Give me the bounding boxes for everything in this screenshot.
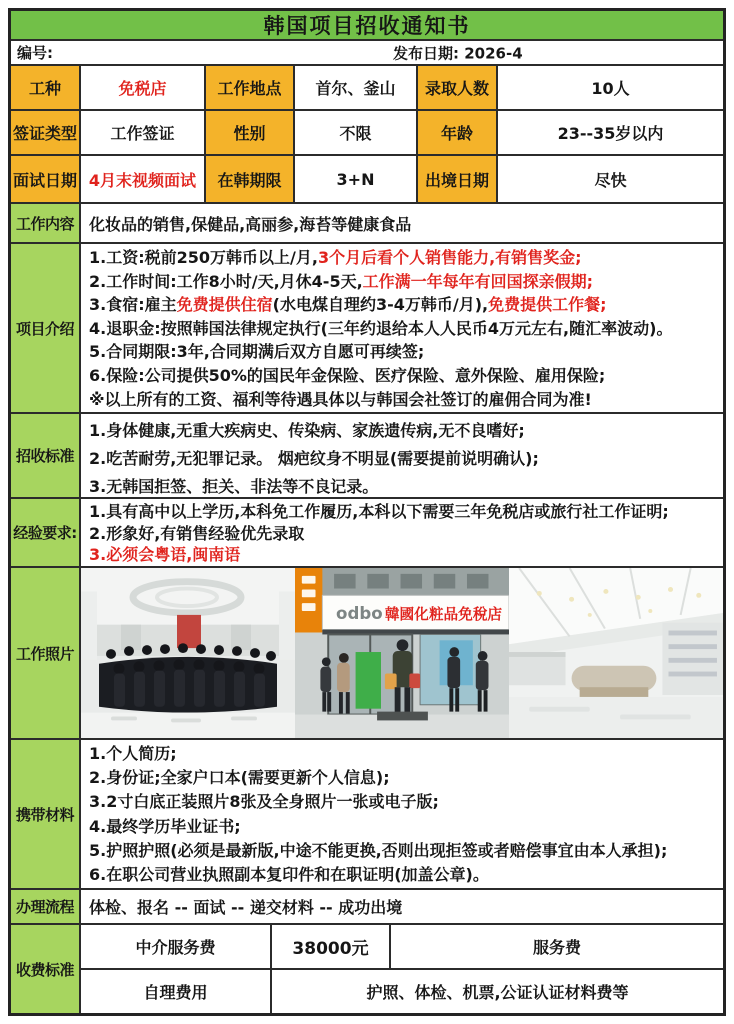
row-materials	[11, 740, 723, 890]
materials-line-1: 1.个人简历;	[89, 744, 177, 763]
intro-line-1-red: 3个月后看个人销售能力,有销售奖金;	[317, 248, 582, 267]
experience-line-2: 2.形象好,有销售经验优先录取	[89, 523, 305, 543]
standards-line-2: 2.吃苦耐劳,无犯罪记录。 烟疤纹身不明显(需要提前说明确认);	[89, 449, 539, 468]
intro-line-2-red: 工作满一年每年有回国探亲假期;	[362, 271, 594, 291]
intro-line-1-black: 1.工资:税前250万韩币以上/月,	[89, 248, 318, 267]
storefront-photo-illustration	[295, 568, 509, 738]
row-process	[11, 890, 723, 925]
value-visa-type: 工作签证	[81, 111, 206, 154]
value-work-location: 首尔、釜山	[295, 66, 418, 109]
row-job-type	[11, 66, 723, 111]
intro-line-5: 5.合同期限:3年,合同期满后双方自愿可再续签;	[89, 342, 425, 362]
intro-line-3	[89, 293, 715, 317]
fees-row-self	[81, 970, 723, 1013]
document-title: 韩国项目招收通知书	[263, 14, 471, 38]
doc-number-label: 编号:	[17, 44, 53, 62]
materials-line-2: 2.身份证;全家户口本(需要更新个人信息);	[89, 768, 390, 788]
intro-line-3-red2: 免费提供工作餐;	[488, 295, 607, 315]
work-photos	[81, 568, 723, 738]
row-interview	[11, 156, 723, 204]
label-work-location: 工作地点	[206, 66, 295, 109]
materials-line-4: 4.最终学历毕业证书;	[89, 816, 241, 836]
storefront-sign-text: 韓國化粧品免稅店	[384, 605, 503, 623]
materials-line-6: 6.在职公司营业执照副本复印件和在职证明(加盖公章)。	[89, 865, 489, 885]
materials-text	[81, 740, 723, 888]
work-content-text	[81, 204, 723, 242]
value-korea-period: 3+N	[295, 156, 418, 202]
value-age: 23--35岁以内	[557, 124, 664, 143]
fee-agency-amount: 38000元	[272, 925, 391, 968]
label-photos: 工作照片	[11, 568, 81, 738]
label-process: 办理流程	[11, 890, 81, 923]
process-line: 体检、报名 -- 面试 -- 递交材料 -- 成功出境	[89, 898, 403, 917]
meta-row	[11, 41, 723, 66]
store-interior-photo-illustration	[509, 568, 723, 738]
work-content-line: 化妆品的销售,保健品,高丽参,海苔等健康食品	[89, 214, 412, 234]
label-standards: 招收标准	[11, 414, 81, 497]
fees-table	[81, 925, 723, 1013]
value-departure-date: 尽快	[594, 170, 627, 190]
label-age: 年龄	[418, 111, 498, 154]
label-project-intro: 项目介绍	[11, 244, 81, 412]
title-bar	[11, 11, 723, 41]
fee-agency-name: 中介服务费	[81, 925, 272, 968]
value-head-count: 10人	[591, 79, 630, 98]
work-photo-interior	[509, 568, 723, 738]
row-fees	[11, 925, 723, 1013]
group-photo-illustration	[81, 568, 295, 738]
value-interview-date: 4月末视频面试	[81, 156, 206, 202]
label-experience: 经验要求:	[11, 499, 81, 566]
intro-line-3-black2: (水电煤自理约3-4万韩币/月),	[272, 295, 489, 315]
intro-line-2	[89, 270, 715, 294]
label-visa-type: 签证类型	[11, 111, 81, 154]
row-photos	[11, 568, 723, 740]
storefront-brand-text: odbo	[336, 603, 383, 623]
work-photo-storefront	[295, 568, 509, 738]
intro-line-1	[89, 246, 715, 270]
project-intro-text	[81, 244, 723, 412]
experience-line-3: 3.必须会粤语,闽南语	[89, 545, 241, 565]
work-photo-group	[81, 568, 295, 738]
row-experience	[11, 499, 723, 568]
row-project-intro	[11, 244, 723, 414]
row-standards	[11, 414, 723, 499]
value-job-type: 免税店	[81, 66, 206, 109]
intro-line-3-black1: 3.食宿:雇主	[89, 295, 177, 315]
value-gender: 不限	[295, 111, 418, 154]
fee-self-name: 自理费用	[81, 970, 272, 1013]
label-interview-date: 面试日期	[11, 156, 81, 202]
label-departure-date: 出境日期	[418, 156, 498, 202]
label-job-type: 工种	[11, 66, 81, 109]
standards-line-3: 3.无韩国拒签、拒关、非法等不良记录。	[89, 477, 379, 496]
intro-line-7: ※以上所有的工资、福利等待遇具体以与韩国会社签订的雇佣合同为准!	[89, 389, 592, 409]
fee-self-items: 护照、体检、机票,公证认证材料费等	[366, 983, 629, 1002]
row-work-content	[11, 204, 723, 244]
intro-line-3-red1: 免费提供住宿	[176, 295, 273, 315]
experience-line-1: 1.具有高中以上学历,本科免工作履历,本科以下需要三年免税店或旅行社工作证明;	[89, 502, 669, 521]
label-gender: 性别	[206, 111, 295, 154]
intro-line-4: 4.退职金:按照韩国法律规定执行(三年约退给本人人民币4万元左右,随汇率波动)。	[89, 318, 673, 338]
materials-line-5: 5.护照护照(必须是最新版,中途不能更换,否则出现拒签或者赔偿事宜由本人承担);	[89, 840, 668, 860]
row-visa	[11, 111, 723, 156]
fee-agency-type: 服务费	[532, 938, 581, 957]
experience-text	[81, 499, 723, 566]
label-fees: 收费标准	[11, 925, 81, 1013]
label-work-content: 工作内容	[11, 204, 81, 242]
label-korea-period: 在韩期限	[206, 156, 295, 202]
materials-line-3: 3.2寸白底正装照片8张及全身照片一张或电子版;	[89, 792, 439, 812]
recruitment-notice-table	[8, 8, 726, 1016]
process-text	[81, 890, 723, 923]
intro-line-6: 6.保险:公司提供50%的国民年金保险、医疗保险、意外保险、雇用保险;	[89, 365, 606, 385]
intro-line-2-black: 2.工作时间:工作8小时/天,月休4-5天,	[89, 271, 363, 291]
standards-line-1: 1.身体健康,无重大疾病史、传染病、家族遗传病,无不良嗜好;	[89, 421, 525, 440]
fees-row-agency	[81, 925, 723, 970]
label-head-count: 录取人数	[418, 66, 498, 109]
standards-text	[81, 414, 723, 497]
publish-date: 发布日期: 2026-4	[393, 44, 523, 62]
label-materials: 携带材料	[11, 740, 81, 888]
